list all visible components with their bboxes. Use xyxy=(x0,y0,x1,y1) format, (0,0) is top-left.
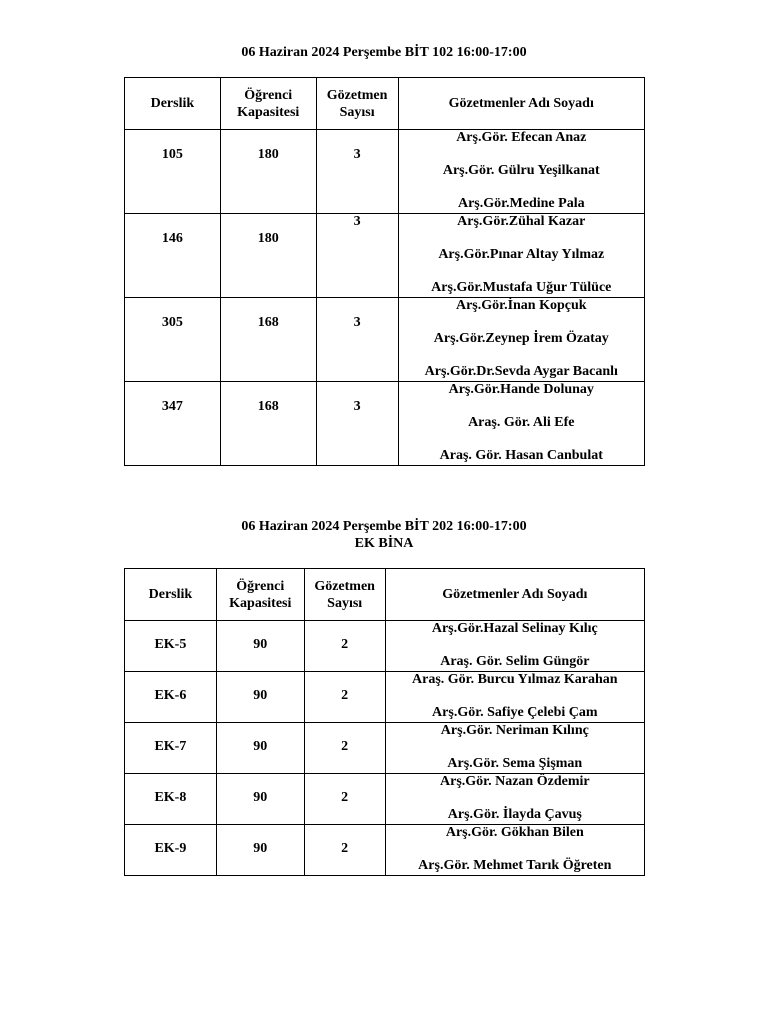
proctor-name: Arş.Gör.Medine Pala xyxy=(457,196,585,211)
proctor-name: Araş. Gör. Hasan Canbulat xyxy=(439,448,603,463)
header-derslik: Derslik xyxy=(125,78,221,130)
proctor-count-cell: 3 xyxy=(316,214,398,298)
table-header-row xyxy=(125,569,645,621)
room-cell: 146 xyxy=(125,214,221,298)
proctor-names-cell xyxy=(398,298,644,382)
table-row xyxy=(125,130,645,214)
proctor-names-cell xyxy=(385,774,644,825)
proctor-name: Arş.Gör. Efecan Anaz xyxy=(456,130,587,145)
table-row xyxy=(125,214,645,298)
proctor-name: Arş.Gör. Sema Şişman xyxy=(447,756,583,771)
capacity-cell: 168 xyxy=(220,298,316,382)
header-proctor-names: Gözetmenler Adı Soyadı xyxy=(398,78,644,130)
proctor-name: Arş.Gör. Neriman Kılınç xyxy=(440,723,589,738)
proctor-count-cell: 2 xyxy=(304,723,385,774)
proctor-name: Arş.Gör. İlayda Çavuş xyxy=(447,807,582,822)
header-proctor-names: Gözetmenler Adı Soyadı xyxy=(385,569,644,621)
header-capacity: Öğrenci Kapasitesi xyxy=(220,78,316,130)
proctor-count-cell: 2 xyxy=(304,825,385,876)
room-cell: 305 xyxy=(125,298,221,382)
schedule-table-1 xyxy=(124,77,645,466)
header-proctor-count: Gözetmen Sayısı xyxy=(304,569,385,621)
table-row xyxy=(125,621,645,672)
proctor-name: Arş.Gör.Hande Dolunay xyxy=(448,382,594,397)
room-cell: EK-8 xyxy=(125,774,217,825)
table-row xyxy=(125,774,645,825)
proctor-names-cell xyxy=(398,130,644,214)
capacity-cell: 90 xyxy=(216,723,304,774)
proctor-name: Arş.Gör. Gökhan Bilen xyxy=(445,825,584,840)
proctor-names-cell xyxy=(385,825,644,876)
proctor-count-cell: 2 xyxy=(304,621,385,672)
proctor-count-cell: 3 xyxy=(316,130,398,214)
header-capacity: Öğrenci Kapasitesi xyxy=(216,569,304,621)
proctor-name: Arş.Gör. Safiye Çelebi Çam xyxy=(432,705,598,720)
section1-title: 06 Haziran 2024 Perşembe BİT 102 16:00-17:00 xyxy=(241,45,527,60)
proctor-name: Arş.Gör.Zühal Kazar xyxy=(457,214,586,229)
schedule-table-2 xyxy=(124,568,645,876)
table-row xyxy=(125,825,645,876)
proctor-count-cell: 2 xyxy=(304,774,385,825)
proctor-name: Arş.Gör.İnan Kopçuk xyxy=(455,298,587,313)
table-header-row xyxy=(125,78,645,130)
proctor-name: Arş.Gör.Hazal Selinay Kılıç xyxy=(431,621,598,636)
capacity-cell: 180 xyxy=(220,214,316,298)
proctor-count-cell: 3 xyxy=(316,298,398,382)
table-row xyxy=(125,723,645,774)
proctor-name: Arş.Gör.Pınar Altay Yılmaz xyxy=(438,247,605,262)
proctor-name: Araş. Gör. Burcu Yılmaz Karahan xyxy=(412,672,618,687)
capacity-cell: 90 xyxy=(216,621,304,672)
capacity-cell: 90 xyxy=(216,774,304,825)
proctor-name: Arş.Gör.Dr.Sevda Aygar Bacanlı xyxy=(424,364,618,379)
proctor-name: Arş.Gör. Mehmet Tarık Öğreten xyxy=(418,858,612,873)
room-cell: EK-5 xyxy=(125,621,217,672)
capacity-cell: 168 xyxy=(220,382,316,466)
section2-title: 06 Haziran 2024 Perşembe BİT 202 16:00-17:00 xyxy=(241,519,527,534)
capacity-cell: 180 xyxy=(220,130,316,214)
proctor-name: Arş.Gör.Mustafa Uğur Tülüce xyxy=(431,280,612,295)
room-cell: EK-7 xyxy=(125,723,217,774)
proctor-names-cell xyxy=(385,723,644,774)
room-cell: 105 xyxy=(125,130,221,214)
header-derslik: Derslik xyxy=(125,569,217,621)
capacity-cell: 90 xyxy=(216,672,304,723)
proctor-name: Arş.Gör.Zeynep İrem Özatay xyxy=(433,331,609,346)
table-row xyxy=(125,672,645,723)
proctor-names-cell xyxy=(398,382,644,466)
section2-subtitle: EK BİNA xyxy=(354,536,414,551)
room-cell: EK-9 xyxy=(125,825,217,876)
table-row xyxy=(125,382,645,466)
proctor-name: Araş. Gör. Selim Güngör xyxy=(440,654,590,669)
proctor-name: Arş.Gör. Gülru Yeşilkanat xyxy=(442,163,600,178)
proctor-name: Araş. Gör. Ali Efe xyxy=(468,415,575,430)
table-row xyxy=(125,298,645,382)
proctor-names-cell xyxy=(398,214,644,298)
header-proctor-count: Gözetmen Sayısı xyxy=(316,78,398,130)
room-cell: 347 xyxy=(125,382,221,466)
proctor-names-cell xyxy=(385,672,644,723)
room-cell: EK-6 xyxy=(125,672,217,723)
proctor-name: Arş.Gör. Nazan Özdemir xyxy=(440,774,590,789)
proctor-names-cell xyxy=(385,621,644,672)
capacity-cell: 90 xyxy=(216,825,304,876)
proctor-count-cell: 3 xyxy=(316,382,398,466)
proctor-count-cell: 2 xyxy=(304,672,385,723)
